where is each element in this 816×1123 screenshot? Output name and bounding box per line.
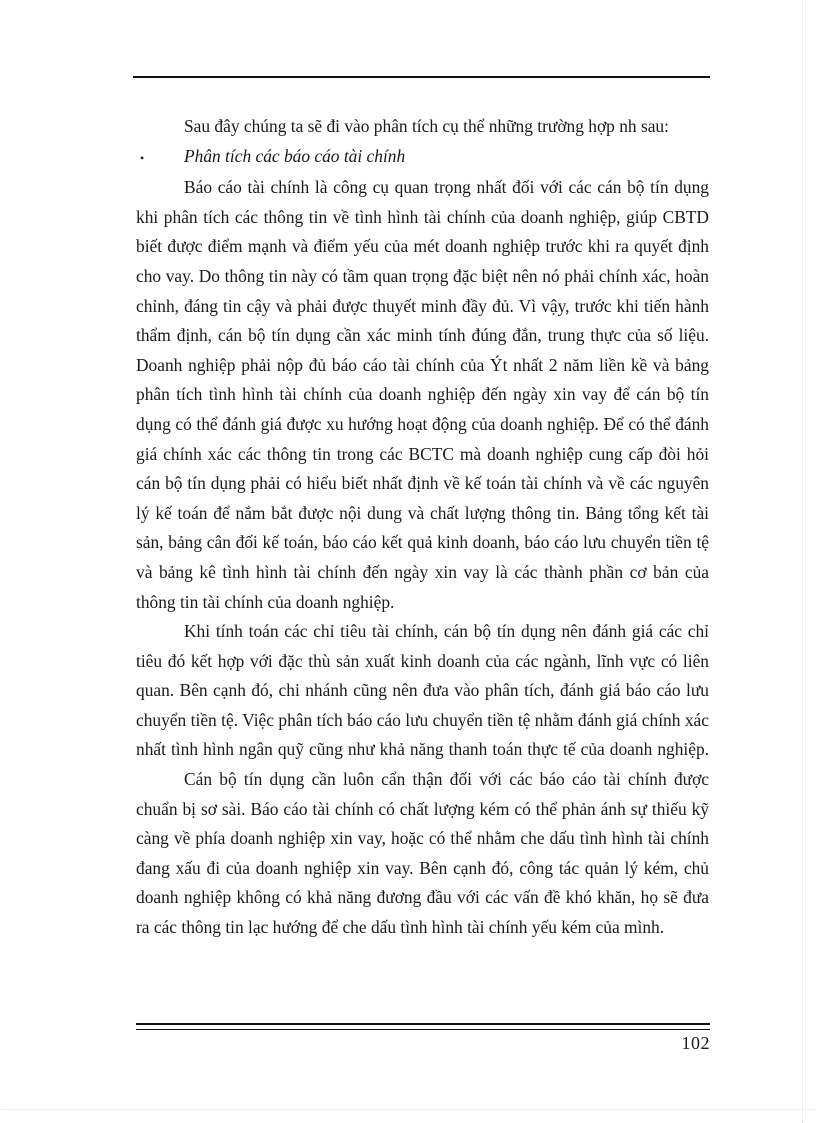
page-body	[136, 112, 709, 943]
paragraph-financial-reports: Báo cáo tài chính là công cụ quan trọng nhất đối với các cán bộ tín dụng khi phân tích các thông tin về tình hình tài chính của doanh nghiệp, giúp CBTD biết được điểm mạnh và điểm yếu của mét doanh nghiệp trước khi ra quyết định cho vay. Do thông tin này có tầm quan trọng đặc biệt nên nó phải chính xác, hoàn chỉnh, đáng tin cậy và phải được thuyết minh đầy đủ. Vì vậy, trước khi tiến hành thẩm định, cán bộ tín dụng cần xác minh tính đúng đắn, trung thực của số liệu. Doanh nghiệp phải nộp đủ báo cáo tài chính của Ýt nhất 2 năm liền kề và bảng phân tích tình hình tài chính của doanh nghiệp đến ngày xin vay để cán bộ tín dụng có thể đánh giá được xu hướng hoạt động của doanh nghiệp. Để có thể đánh giá chính xác các thông tin trong các BCTC mà doanh nghiệp cung cấp đòi hỏi cán bộ tín dụng phải có hiểu biết nhất định về kế toán tài chính và về các nguyên lý kế toán để nắm bắt được nội dung và chất lượng thông tin. Bảng tổng kết tài sản, bảng cân đối kế toán, báo cáo kết quả kinh doanh, báo cáo lưu chuyển tiền tệ và bảng kê tình hình tài chính đến ngày xin vay là các thành phần cơ bản của thông tin tài chính của doanh nghiệp.	[136, 177, 709, 612]
section-heading: Phân tích các báo cáo tài chính	[184, 145, 406, 166]
right-edge-guide	[802, 0, 803, 1123]
header-rule	[133, 76, 710, 78]
paragraph-caution: Cán bộ tín dụng cần luôn cẩn thận đối với các báo cáo tài chính được chuẩn bị sơ sài. Báo cáo tài chính có chất lượng kém có thể phản ánh sự thiếu kỹ càng về phía doanh nghiệp xin vay, hoặc có thể nhằm che dấu tình hình tài chính đang xấu đi của doanh nghiệp xin vay. Bên cạnh đó, công tác quản lý kém, chủ doanh nghiệp không có khả năng đương đầu với các vấn đề khó khăn, họ sẽ đưa ra các thông tin lạc hướng để che dấu tình hình tài chính yếu kém của mình.	[136, 769, 709, 938]
page-number: 102	[681, 1033, 710, 1053]
footer-rule	[136, 1023, 710, 1030]
bullet-item	[136, 142, 709, 174]
intro-paragraph: Sau đây chúng ta sẽ đi vào phân tích cụ thể những trường hợp nh sau:	[184, 116, 669, 136]
paragraph-indicators: Khi tính toán các chỉ tiêu tài chính, cán bộ tín dụng nên đánh giá các chỉ tiêu đó kết hợp với đặc thù sản xuất kinh doanh của các ngành, lĩnh vực có liên quan. Bên cạnh đó, chi nhánh cũng nên đưa vào phân tích, đánh giá báo cáo lưu chuyển tiền tệ. Việc phân tích báo cáo lưu chuyển tiền tệ nhằm đánh giá chính xác nhất tình hình ngân quỹ cũng như khả năng thanh toán thực tế của doanh nghiệp.	[136, 621, 709, 760]
bottom-edge-guide	[0, 1109, 816, 1110]
bullet-icon: •	[140, 150, 145, 165]
